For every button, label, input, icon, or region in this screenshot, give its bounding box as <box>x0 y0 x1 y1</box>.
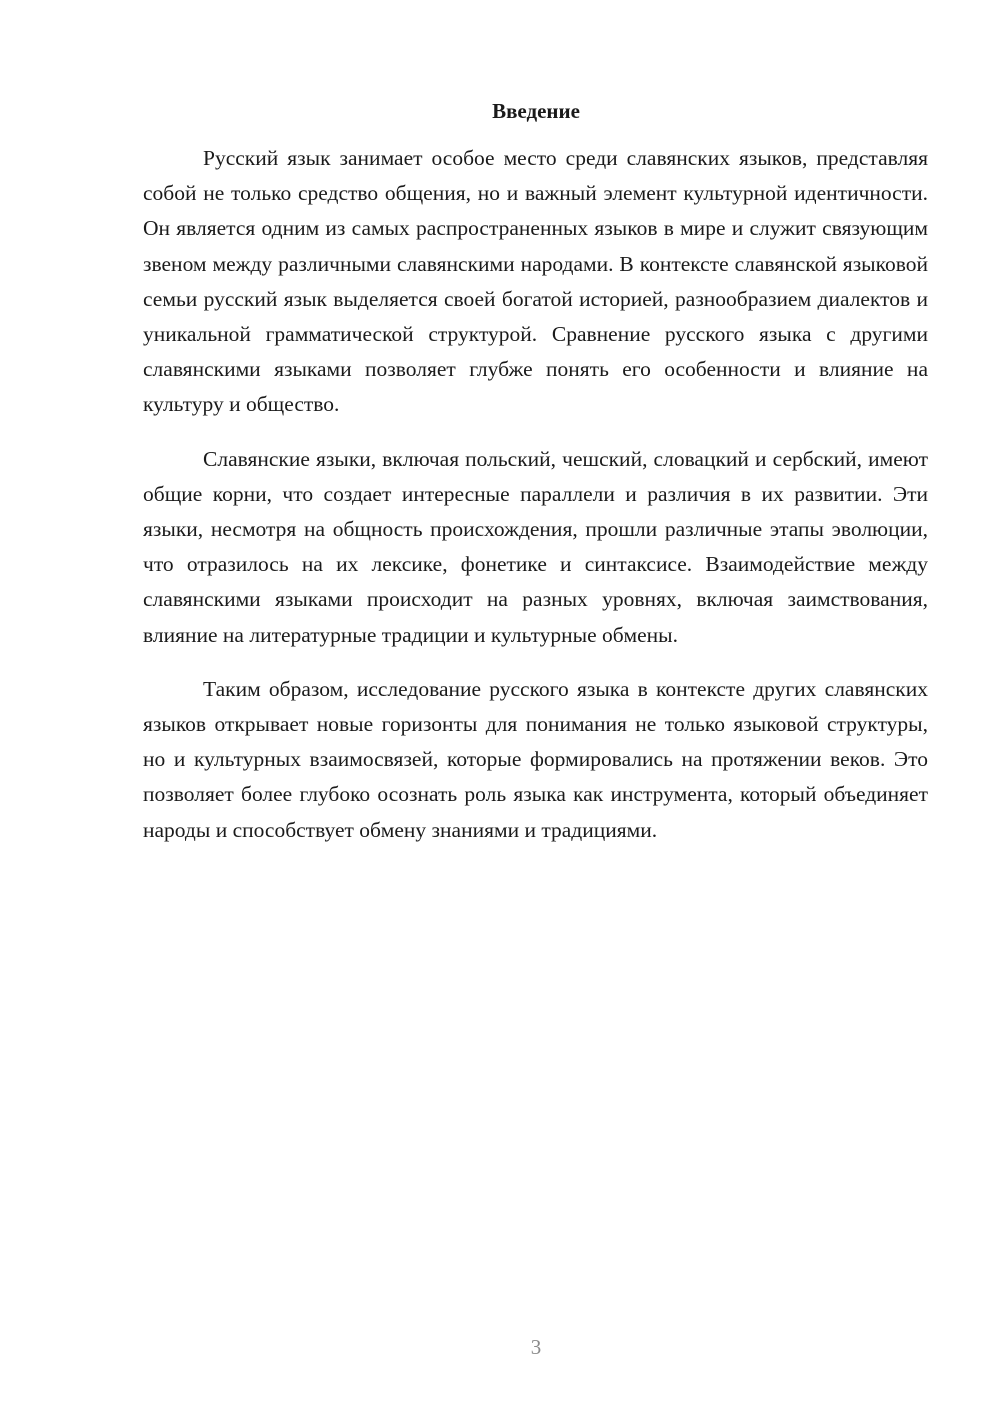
paragraph-3: Таким образом, исследование русского языка в контексте других славянских языков открывает новые горизонты для понимания не только языковой структуры, но и культурных взаимосвязей, которые формировались на протяжении веков. Это позволяет более глубоко осознать роль языка как инструмента, который объединяет народы и способствует обмену знаниями и традициями. <box>143 676 928 842</box>
body-text <box>143 141 928 867</box>
paragraph-1: Русский язык занимает особое место среди славянских языков, представляя собой не только средство общения, но и важный элемент культурной идентичности. Он является одним из самых распространенных языков в мире и служит связующим звеном между различными славянскими народами. В контексте славянской языковой семьи русский язык выделяется своей богатой историей, разнообразием диалектов и уникальной грамматической структурой. Сравнение русского языка с другими славянскими языками позволяет глубже понять его особенности и влияние на культуру и общество. <box>143 146 928 417</box>
paragraph-2: Славянские языки, включая польский, чешский, словацкий и сербский, имеют общие корни, что создает интересные параллели и различия в их развитии. Эти языки, несмотря на общность происхождения, прошли различные этапы эволюции, что отразилось на их лексике, фонетике и синтаксисе. Взаимодействие между славянскими языками происходит на разных уровнях, включая заимствования, влияние на литературные традиции и культурные обмены. <box>143 446 928 647</box>
section-heading: Введение <box>492 99 580 123</box>
page-number: 3 <box>530 1335 542 1359</box>
